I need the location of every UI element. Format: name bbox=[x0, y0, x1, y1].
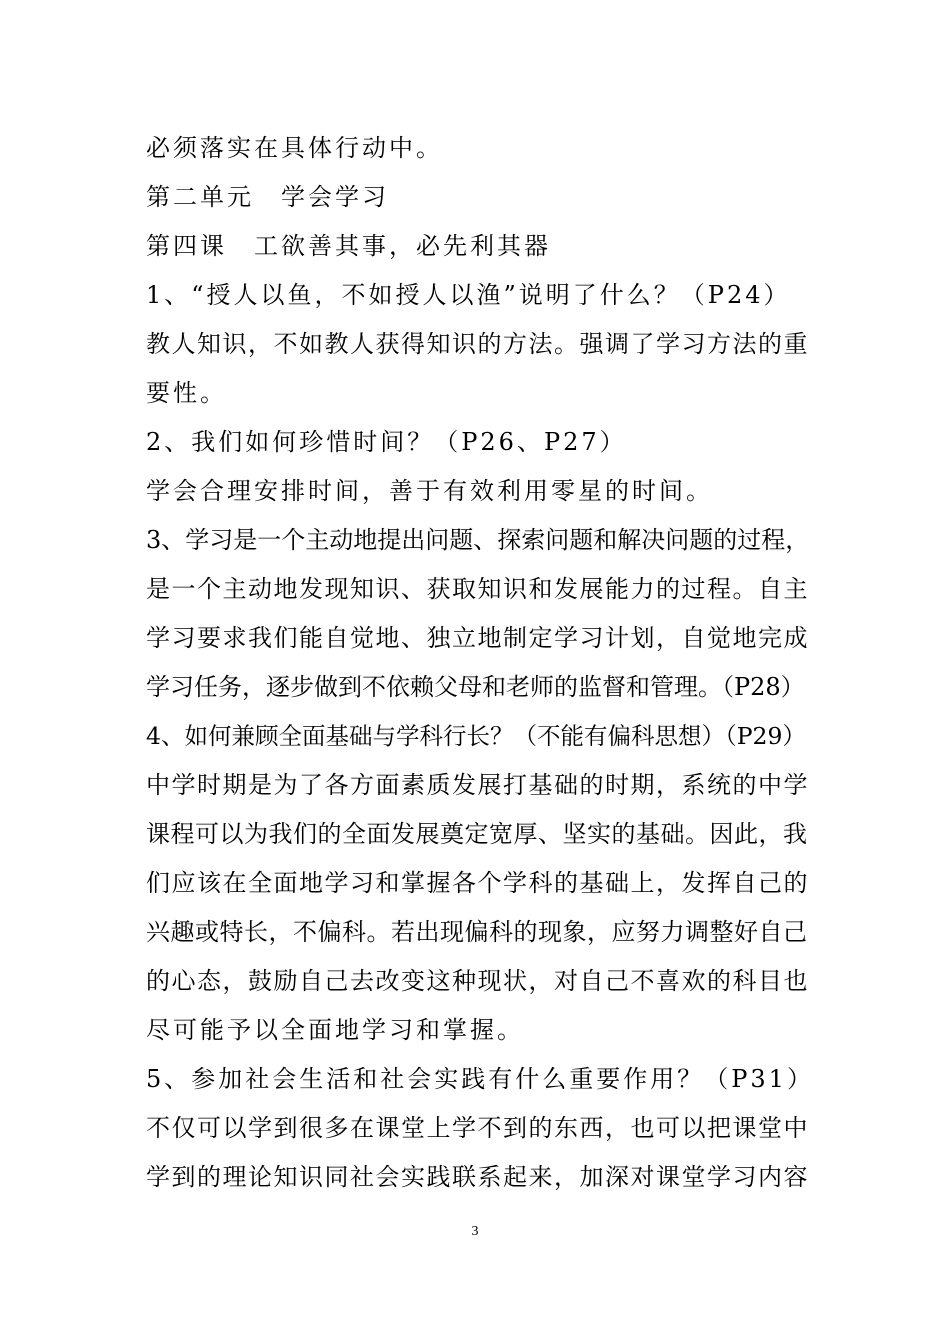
answer-4-line-6: 尽可能予以全面地学习和掌握。 bbox=[146, 1016, 524, 1044]
unit-heading: 第二单元 学会学习 bbox=[146, 183, 389, 211]
question-2: 2、我们如何珍惜时间？（P26、P27） bbox=[146, 428, 627, 456]
question-4: 4、如何兼顾全面基础与学科行长？（不能有偏科思想）（P29） bbox=[146, 722, 806, 750]
answer-2: 学会合理安排时间，善于有效利用零星的时间。 bbox=[146, 477, 713, 505]
answer-4-line-4: 兴趣或特长，不偏科。若出现偏科的现象，应努力调整好自己 bbox=[146, 918, 808, 946]
answer-1-line-2: 要性。 bbox=[146, 379, 227, 407]
question-3-line-3: 学习要求我们能自觉地、独立地制定学习计划，自觉地完成 bbox=[146, 624, 809, 652]
answer-4-line-5: 的心态，鼓励自己去改变这种现状，对自己不喜欢的科目也 bbox=[146, 967, 809, 995]
lesson-heading: 第四课 工欲善其事，必先利其器 bbox=[146, 232, 551, 260]
answer-4-line-2: 课程可以为我们的全面发展奠定宽厚、坚实的基础。因此，我 bbox=[146, 820, 808, 848]
question-3-line-2: 是一个主动地发现知识、获取知识和发展能力的过程。自主 bbox=[146, 575, 809, 603]
answer-5-line-1: 不仅可以学到很多在课堂上学不到的东西，也可以把课堂中 bbox=[146, 1114, 809, 1142]
answer-5-line-2: 学到的理论知识同社会实践联系起来，加深对课堂学习内容 bbox=[146, 1163, 809, 1191]
answer-4-line-3: 们应该在全面地学习和掌握各个学科的基础上，发挥自己的 bbox=[146, 869, 809, 897]
question-1: 1、“授人以鱼，不如授人以渔”说明了什么？（P24） bbox=[146, 281, 791, 309]
question-3-line-1: 3、学习是一个主动地提出问题、探索问题和解决问题的过程， bbox=[146, 526, 810, 554]
question-5: 5、参加社会生活和社会实践有什么重要作用？（P31） bbox=[146, 1065, 814, 1093]
text-line: 必须落实在具体行动中。 bbox=[146, 134, 443, 162]
answer-1-line-1: 教人知识，不如教人获得知识的方法。强调了学习方法的重 bbox=[146, 330, 809, 358]
answer-4-line-1: 中学时期是为了各方面素质发展打基础的时期，系统的中学 bbox=[146, 771, 809, 799]
page-number: 3 bbox=[471, 1224, 479, 1239]
page-body bbox=[146, 124, 816, 1202]
question-3-line-4: 学习任务，逐步做到不依赖父母和老师的监督和管理。（P28） bbox=[146, 673, 805, 701]
